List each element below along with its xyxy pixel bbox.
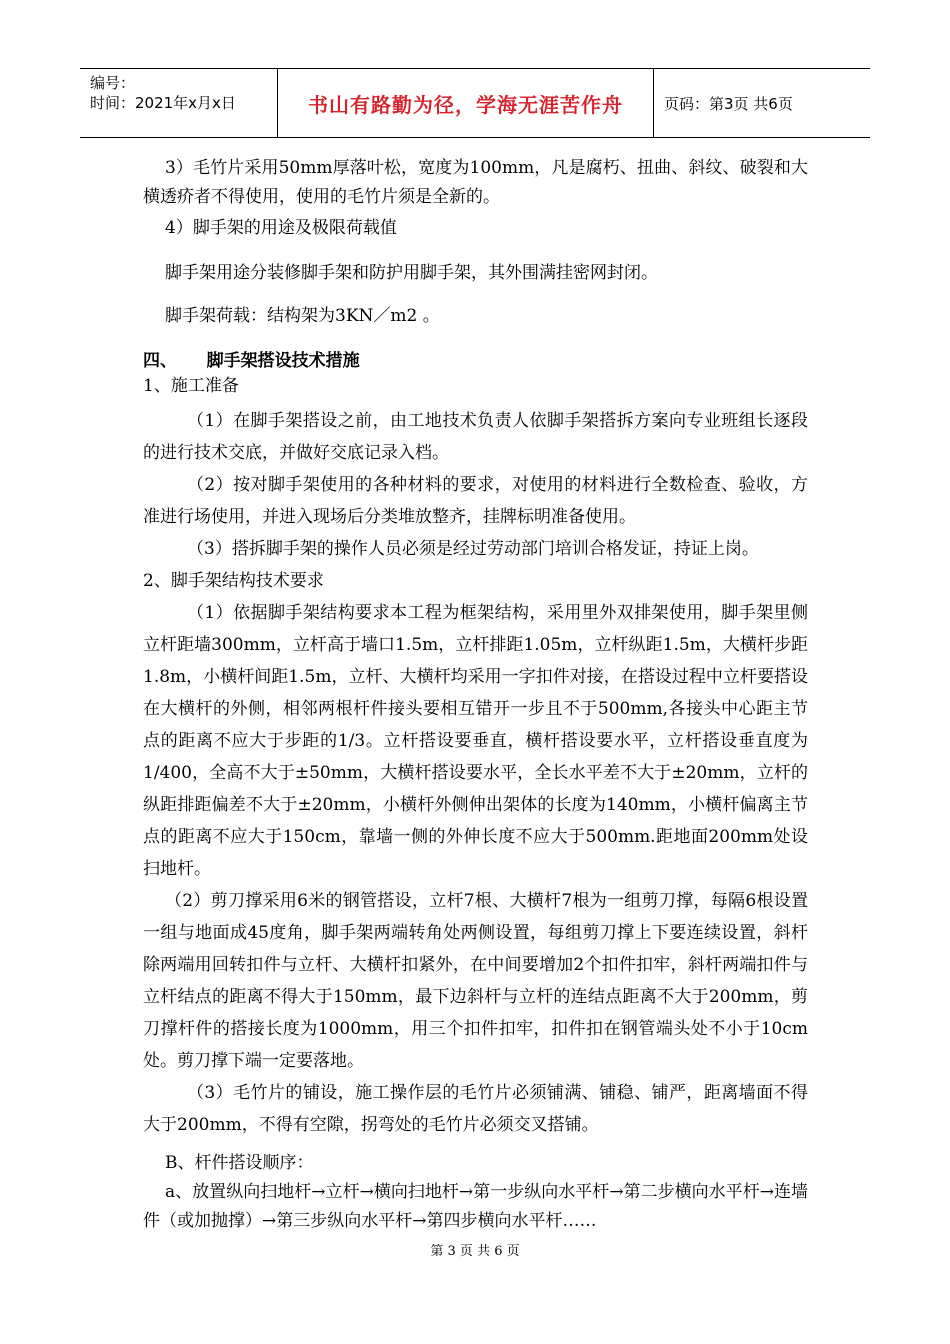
- header-motto: 书山有路勤为径，学海无涯苦作舟: [278, 69, 654, 137]
- subsection-structure-requirements: 2、脚手架结构技术要求: [143, 571, 324, 591]
- paragraph-scaffold-load: 脚手架荷载：结构架为3KN／m2 。: [165, 306, 440, 326]
- document-body: [143, 154, 808, 1236]
- paragraph-prep-3: （3）搭拆脚手架的操作人员必须是经过劳动部门培训合格发证，持证上岗。: [187, 539, 759, 559]
- paragraph-prep-1: （1）在脚手架搭设之前，由工地技术负责人依脚手架搭拆方案向专业班组长逐段的进行技术交底，并做好交底记录入档。: [143, 411, 808, 463]
- header-page-info: 页码：第3页 共6页: [664, 94, 793, 113]
- paragraph-structure-2: （2）剪刀撑采用6米的钢管搭设，立杆7根、大横杆7根为一组剪刀撑，每隔6根设置一组与地面成45度角，脚手架两端转角处两侧设置，每组剪刀撑上下要连续设置，斜杆除两端用回转扣件与立杆、大横杆扣紧外，在中间要增加2个扣件扣牢，斜杆两端扣件与立杆结点的距离不得大于150mm，最下边斜杆与立杆的连结点距离不大于200mm，剪刀撑杆件的搭接长度为1000mm，用三个扣件扣牢，扣件扣在钢管端头处不小于10cm处。剪刀撑下端一定要落地。: [143, 891, 808, 1071]
- page-header: [80, 68, 870, 138]
- paragraph-structure-3: （3）毛竹片的铺设，施工操作层的毛竹片必须铺满、铺稳、铺严，距离墙面不得大于200mm，不得有空隙，拐弯处的毛竹片必须交叉搭铺。: [143, 1083, 808, 1135]
- subsection-preparation: 1、施工准备: [143, 376, 239, 396]
- paragraph-sequence-heading: B、杆件搭设顺序：: [165, 1153, 314, 1173]
- paragraph-scaffold-usage-heading: 4）脚手架的用途及极限荷载值: [165, 218, 397, 238]
- header-meta: [80, 69, 278, 137]
- time-label: 时间：2021年x月x日: [90, 94, 236, 112]
- paragraph-structure-1: （1）依据脚手架结构要求本工程为框架结构，采用里外双排架使用，脚手架里侧立杆距墙300mm，立杆高于墙口1.5m，立杆排距1.05m，立杆纵距1.5m，大横杆步距1.8m，小横杆间距1.5m，立杆、大横杆均采用一字扣件对接，在搭设过程中立杆要搭设在大横杆的外侧，相邻两根杆件接头要相互错开一步且不于500mm,各接头中心距主节点的距离不应大于步距的1/3。立杆搭设要垂直，横杆搭设要水平，立杆搭设垂直度为1/400，全高不大于±50mm，大横杆搭设要水平，全长水平差不大于±20mm，立杆的纵距排距偏差不大于±20mm，小横杆外侧伸出架体的长度为140mm，小横杆偏离主节点的距离不应大于150cm，靠墙一侧的外伸长度不应大于500mm.距地面200mm处设扫地杆。: [143, 603, 808, 879]
- page-footer: 第 3 页 共 6 页: [430, 1244, 520, 1259]
- section-heading-four: 四、 脚手架搭设技术措施: [143, 351, 360, 371]
- paragraph-prep-2: （2）按对脚手架使用的各种材料的要求，对使用的材料进行全数检查、验收，方准进行场使用，并进入现场后分类堆放整齐，挂牌标明准备使用。: [143, 475, 808, 527]
- paragraph-sequence-a: a、放置纵向扫地杆→立杆→横向扫地杆→第一步纵向水平杆→第二步横向水平杆→连墙件（或加抛撑）→第三步纵向水平杆→第四步横向水平杆……: [143, 1182, 808, 1231]
- number-label: 编号：: [90, 74, 136, 92]
- paragraph-bamboo-material: 3）毛竹片采用50mm厚落叶松，宽度为100mm，凡是腐朽、扭曲、斜纹、破裂和大横透疥者不得使用，使用的毛竹片须是全新的。: [143, 158, 808, 207]
- paragraph-scaffold-usage: 脚手架用途分装修脚手架和防护用脚手架，其外围满挂密网封闭。: [165, 263, 658, 283]
